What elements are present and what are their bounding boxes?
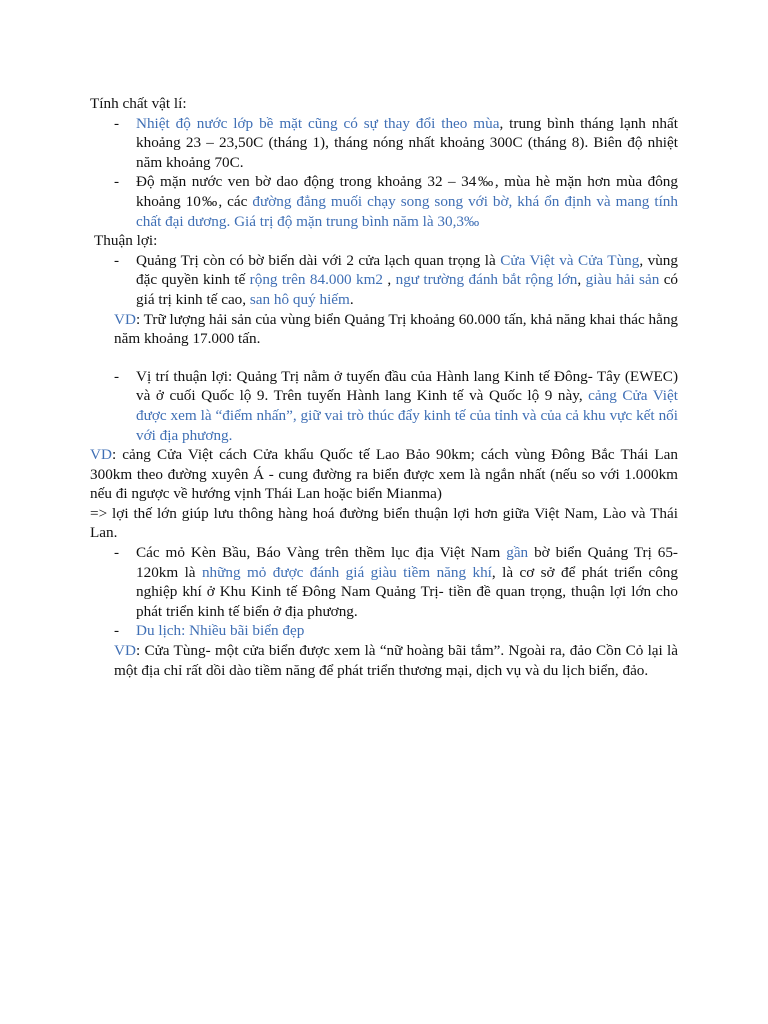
body-text: Vị trí thuận lợi: Quảng Trị nằm ở tuyến đầu của Hành lang Kinh tế Đông- Tây (EWEC) và ở cuối Quốc lộ 9. Trên tuyến Hành lang Kinh tế và Quốc lộ 9 này, — [136, 367, 678, 405]
body-text: có giá trị kinh tế cao, — [136, 271, 679, 308]
bullet-dash: - — [114, 173, 120, 191]
bullet-text — [136, 543, 678, 621]
highlight-text: gần — [506, 544, 529, 562]
conclusion-text: => lợi thế lớn giúp lưu thông hàng hoá đường biển thuận lợi hơn giữa Việt Nam, Lào và Thái Lan. — [90, 504, 678, 542]
highlight-text: Nhiệt độ nước lớp bề mặt cũng có sự thay đổi theo mùa — [136, 114, 500, 132]
body-text: , trung bình tháng lạnh nhất khoảng 23 – 23,50C (tháng 1), tháng nóng nhất khoảng 300C (tháng 8). Biên độ nhiệt năm khoảng 70C. — [136, 114, 678, 171]
body-text: : Trữ lượng hải sản của vùng biển Quảng Trị khoảng 60.000 tấn, khả năng khai thác hằng năm khoảng 17.000 tấn. — [114, 310, 679, 348]
body-text: Độ mặn nước ven bờ dao động trong khoảng 32 – 34‰, mùa hè mặn hơn mùa đông khoảng 10‰, các — [136, 173, 678, 210]
bullet-text — [136, 367, 678, 445]
bullet-tourism — [90, 621, 678, 641]
bullet-gas-fields — [90, 543, 678, 621]
bullet-dash: - — [114, 622, 120, 640]
bullet-dash: - — [114, 544, 120, 562]
example-seafood — [90, 310, 678, 349]
body-text: , là cơ sở để phát triển công nghiệp khí ở Khu Kinh tế Đông Nam Quảng Trị- tiền đề quan trọng, thuận lợi lớn cho phát triển kinh tế biển ở địa phương. — [136, 563, 678, 620]
example-port — [90, 445, 678, 504]
bullet-coastline — [90, 251, 678, 310]
document-body — [90, 94, 678, 680]
example-label: VD — [114, 642, 136, 660]
highlight-text: rộng trên 84.000 km2 — [249, 271, 384, 289]
body-text: . — [349, 290, 354, 308]
body-text: Các mỏ Kèn Bầu, Báo Vàng trên thềm lục địa Việt Nam — [136, 544, 507, 562]
example-label: VD — [114, 310, 136, 328]
heading-physical-properties: Tính chất vật lí: — [90, 95, 187, 112]
bullet-location — [90, 367, 678, 445]
body-text: , — [383, 271, 396, 289]
bullet-text — [136, 172, 678, 231]
bullet-dash: - — [114, 367, 120, 385]
highlight-text: những mỏ được đánh giá giàu tiềm năng khí — [201, 563, 492, 581]
paragraph-spacer — [90, 349, 678, 367]
bullet-text: Du lịch: Nhiều bãi biển đẹp — [136, 622, 305, 640]
highlight-text: giàu hải sản — [585, 271, 660, 289]
bullet-dash: - — [114, 114, 120, 132]
body-text: : cảng Cửa Việt cách Cửa khẩu Quốc tế Lao Bảo 90km; cách vùng Đông Bắc Thái Lan 300km theo đường xuyên Á - cung đường ra biển được xem là ngắn nhất (nếu so với 1.000km nếu đi ngược về hướng vịnh Thái Lan hoặc biển Mianma) — [90, 446, 678, 503]
body-text: , vùng đặc quyền kinh tế — [136, 251, 678, 289]
highlight-text: san hô quý hiếm — [249, 290, 350, 308]
example-label: VD — [90, 446, 112, 464]
highlight-text: ngư trường đánh bắt rộng lớn — [395, 271, 578, 289]
bullet-text — [136, 114, 678, 173]
body-text: Quảng Trị còn có bờ biển dài với 2 cửa lạch quan trọng là — [136, 251, 501, 269]
highlight-text: cảng Cửa Việt được xem là “điểm nhấn”, giữ vai trò thúc đẩy kinh tế của tỉnh và của cả khu vực kết nối với địa phương. — [136, 387, 678, 444]
highlight-text: Cửa Việt và Cửa Tùng — [500, 251, 640, 269]
bullet-text — [136, 251, 678, 310]
body-text: bờ biển Quảng Trị 65-120km là — [136, 544, 678, 581]
bullet-dash: - — [114, 251, 120, 269]
bullet-temperature — [90, 114, 678, 173]
example-tourism — [90, 641, 678, 680]
highlight-text: đường đẳng muối chạy song song với bờ, khá ổn định và mang tính chất đại dương. Giá trị độ mặn trung bình năm là 30,3‰ — [136, 192, 678, 230]
bullet-salinity — [90, 172, 678, 231]
body-text: , — [577, 271, 586, 289]
heading-advantages: Thuận lợi: — [94, 232, 158, 250]
body-text: : Cửa Tùng- một cửa biển được xem là “nữ hoàng bãi tắm”. Ngoài ra, đảo Cồn Cỏ lại là một địa chỉ rất dồi dào tiềm năng để phát triển thương mại, dịch vụ và du lịch biển, đảo. — [114, 642, 678, 679]
